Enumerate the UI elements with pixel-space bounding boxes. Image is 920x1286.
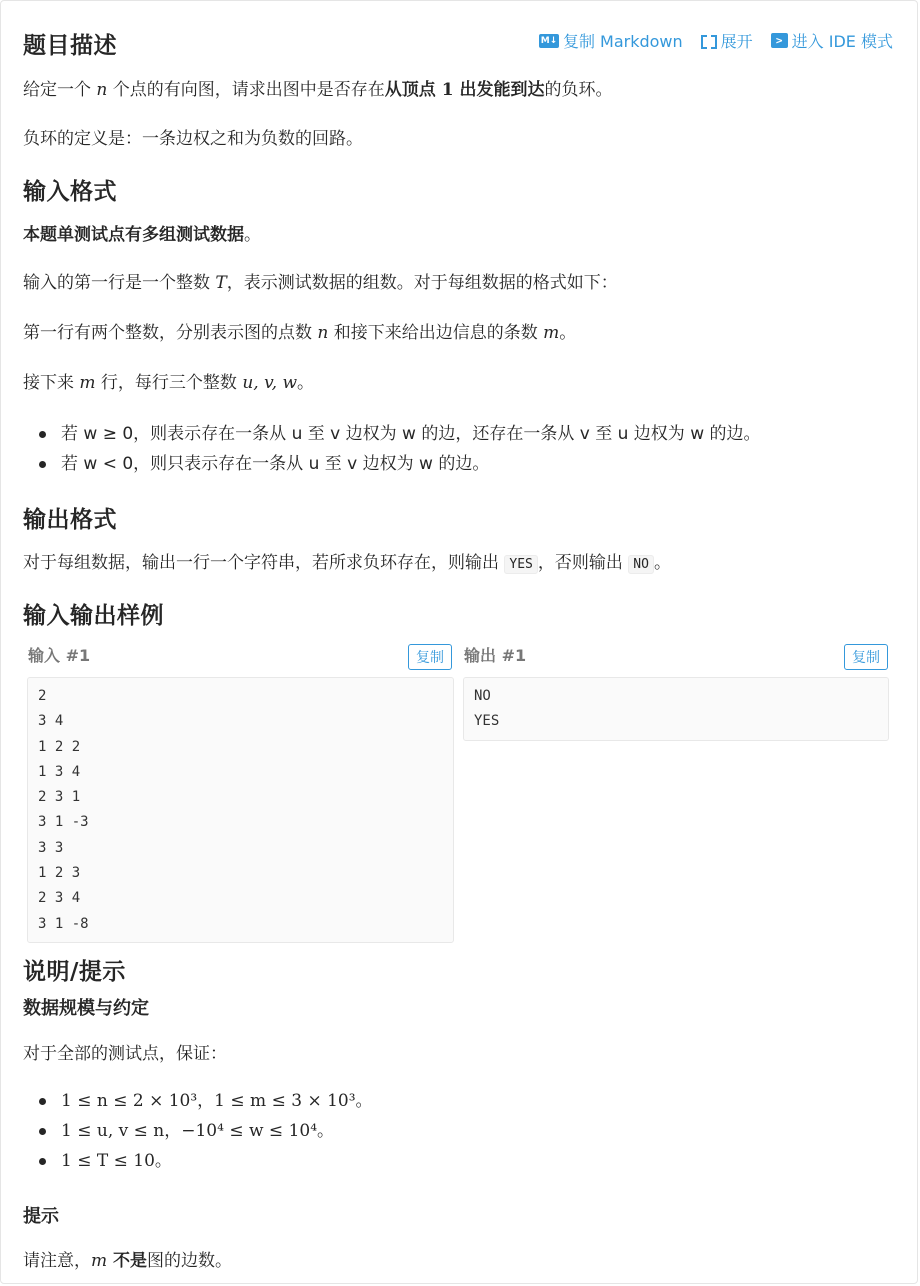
ide-mode-button[interactable]: [771, 29, 893, 52]
edge-rules-list: [39, 419, 761, 479]
hint-heading: 说明/提示: [23, 959, 126, 985]
code-line: 2 3 1: [38, 789, 81, 806]
code-line: 3 3: [38, 839, 64, 856]
data-range-intro: 对于全部的测试点，保证：: [23, 1044, 227, 1064]
negative-cycle-definition: 负环的定义是：一条边权之和为负数的回路。: [23, 129, 363, 149]
expand-icon: [701, 34, 717, 48]
output-format-desc: 对于每组数据，输出一行一个字符串，若所求负环存在，则输出 YES ，否则输出 NO 。: [23, 553, 671, 573]
copy-output-button[interactable]: 复制: [844, 644, 888, 670]
code-line: 2 3 4: [38, 890, 81, 907]
code-line: 1 3 4: [38, 763, 81, 780]
multi-testcase-note: 本题单测试点有多组测试数据。: [23, 225, 261, 245]
copy-markdown-label: 复制 Markdown: [562, 32, 683, 51]
no-code: NO: [628, 555, 654, 574]
code-line: 2: [38, 688, 47, 704]
samples-heading: 输入输出样例: [23, 603, 164, 629]
sample-output-code[interactable]: [463, 677, 889, 741]
sample-input-label: 输入 #1: [28, 646, 91, 665]
sample-input-code[interactable]: [27, 677, 454, 943]
sample-output-label: 输出 #1: [464, 646, 527, 665]
list-item: 若 w ≥ 0，则表示存在一条从 u 至 v 边权为 w 的边，还存在一条从 v 至 u 边权为 w 的边。: [39, 419, 761, 449]
expand-label: 展开: [720, 32, 753, 51]
list-item: 1 ≤ T ≤ 10。: [39, 1146, 373, 1176]
output-format-heading: 输出格式: [23, 507, 117, 533]
expand-button[interactable]: [701, 29, 753, 52]
yes-code: YES: [504, 555, 537, 574]
description-heading: 题目描述: [23, 33, 117, 59]
input-format-heading: 输入格式: [23, 179, 117, 205]
code-line: NO: [474, 688, 491, 704]
input-edges-desc: 接下来 m 行，每行三个整数 u, v, w。: [23, 373, 315, 393]
constraints-list: [39, 1086, 373, 1176]
ide-mode-label: 进入 IDE 模式: [791, 32, 893, 51]
list-item: 1 ≤ u, v ≤ n，−10⁴ ≤ w ≤ 10⁴。: [39, 1116, 373, 1146]
code-line: YES: [474, 713, 500, 730]
list-item: 1 ≤ n ≤ 2 × 10³，1 ≤ m ≤ 3 × 10³。: [39, 1086, 373, 1116]
code-line: 1 2 3: [38, 865, 81, 882]
description-paragraph: 给定一个 n 个点的有向图，请求出图中是否存在从顶点 1 出发能到达的负环。: [23, 80, 613, 100]
input-first-line-desc: 输入的第一行是一个整数 T，表示测试数据的组数。对于每组数据的格式如下：: [23, 273, 618, 293]
tip-subheading: 提示: [23, 1206, 59, 1227]
code-line: 3 1 -3: [38, 814, 89, 831]
code-line: 1 2 2: [38, 738, 81, 755]
code-line: 3 4: [38, 713, 64, 730]
terminal-icon: >: [771, 33, 788, 48]
copy-markdown-button[interactable]: [539, 29, 683, 52]
list-item: 若 w < 0，则只表示存在一条从 u 至 v 边权为 w 的边。: [39, 449, 761, 479]
toolbar: [539, 29, 893, 52]
copy-input-button[interactable]: 复制: [408, 644, 452, 670]
tip-paragraph: 请注意，m 不是图的边数。: [23, 1251, 233, 1271]
code-line: 3 1 -8: [38, 915, 89, 932]
data-range-subheading: 数据规模与约定: [23, 998, 149, 1019]
markdown-icon: M↓: [540, 35, 558, 46]
input-graph-size-desc: 第一行有两个整数，分别表示图的点数 n 和接下来给出边信息的条数 m。: [23, 323, 577, 343]
